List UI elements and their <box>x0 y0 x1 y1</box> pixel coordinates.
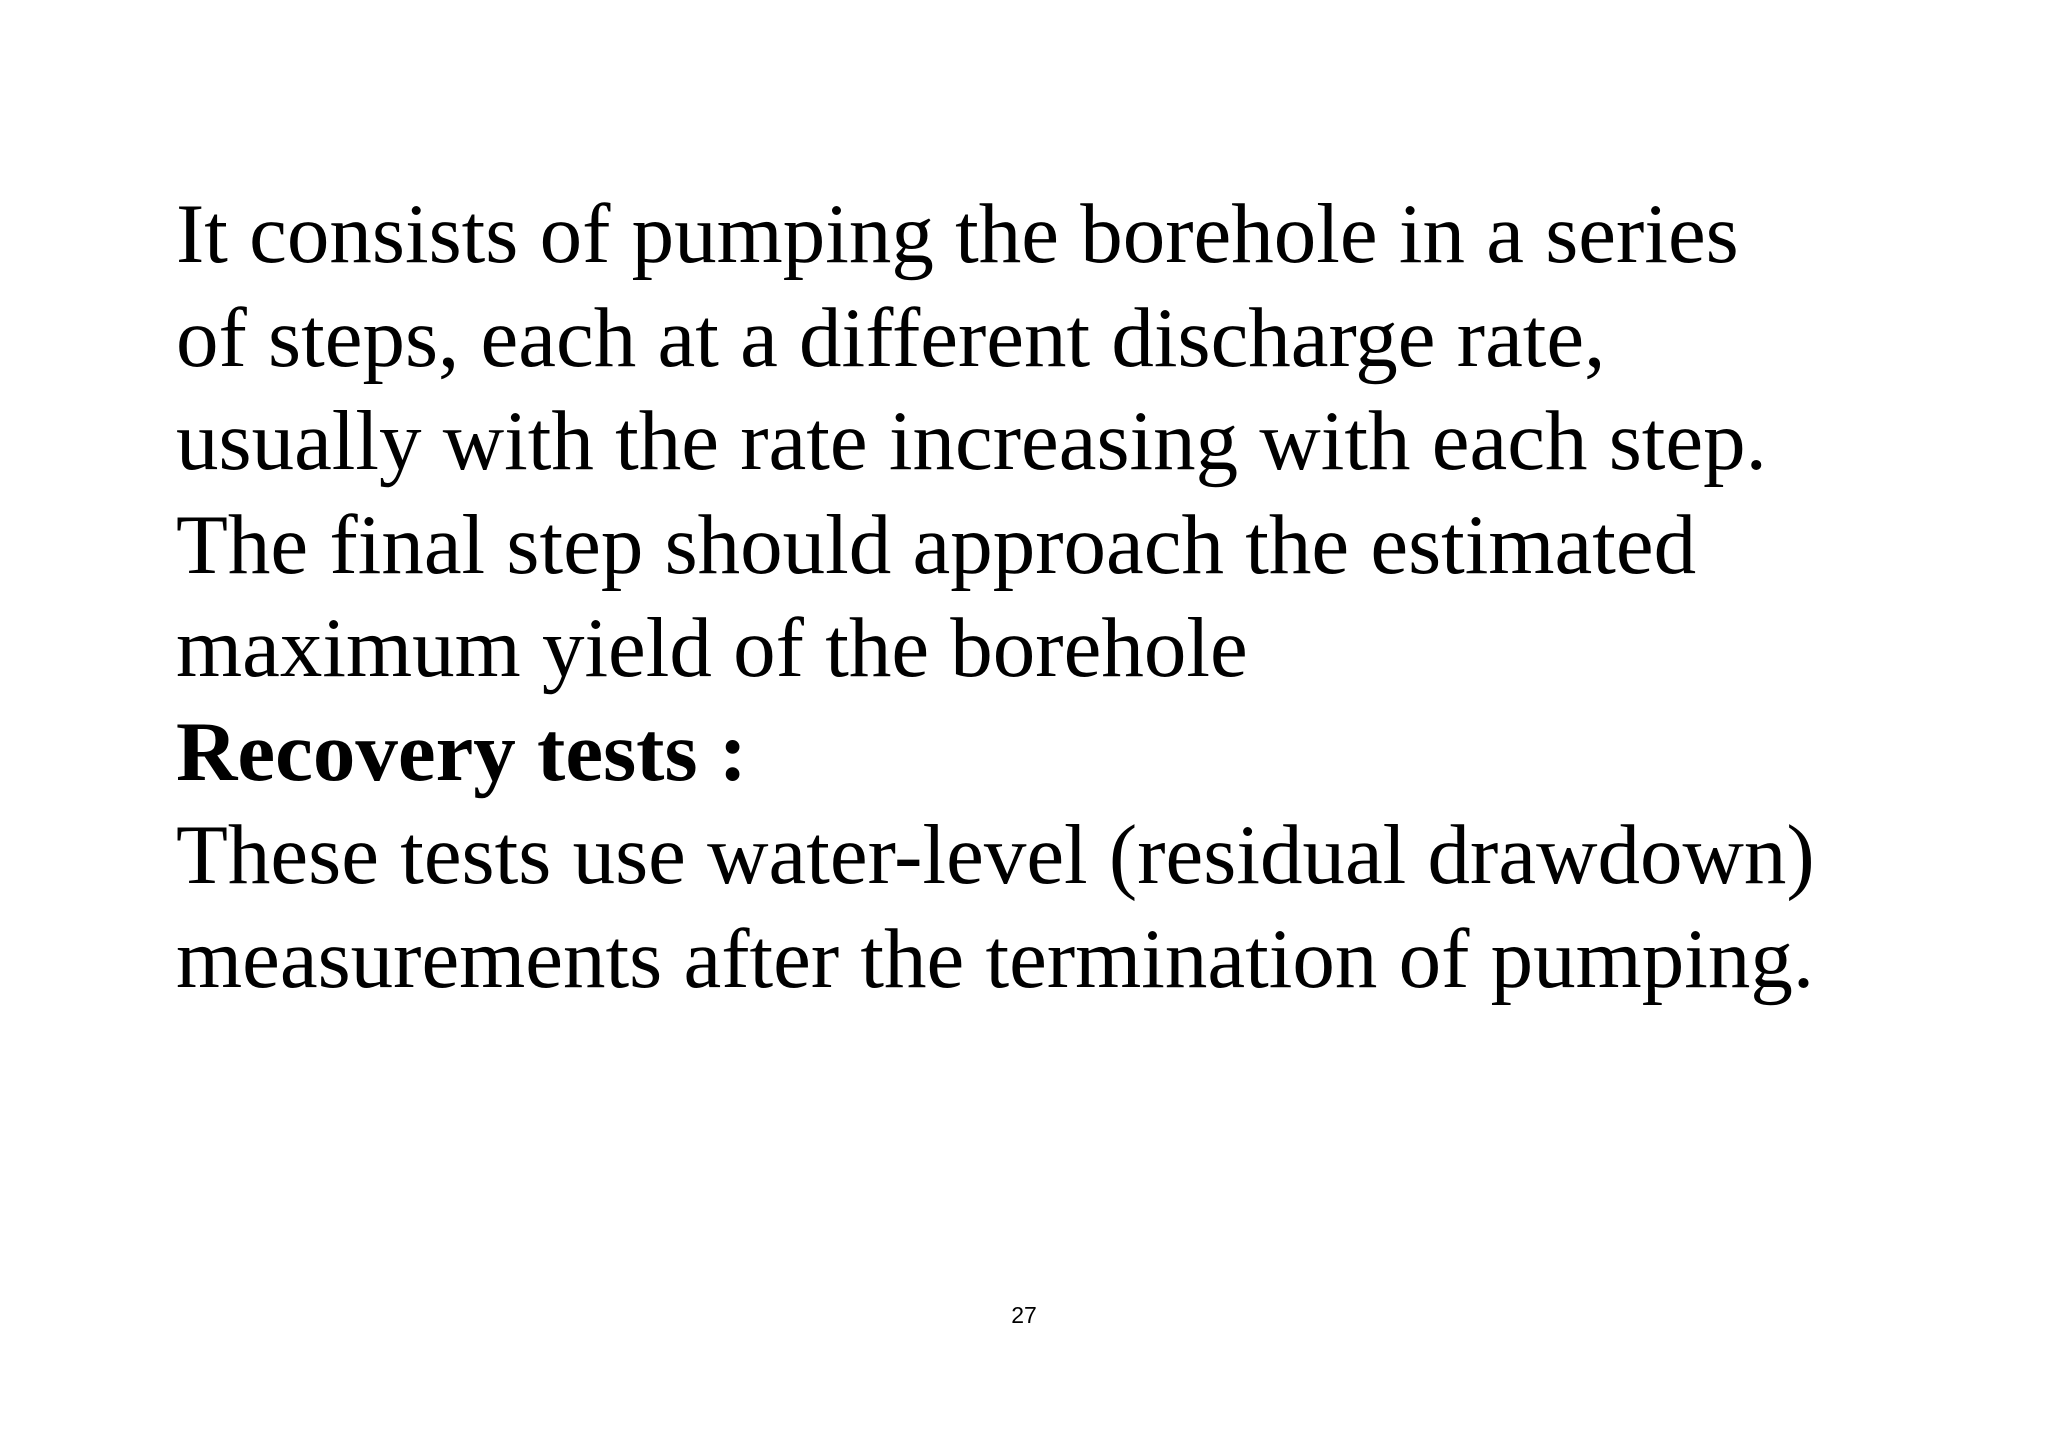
paragraph-line: maximum yield of the borehole <box>176 601 1248 695</box>
section-heading: Recovery tests : <box>176 704 748 799</box>
paragraph-line: of steps, each at a different discharge rate, <box>176 290 1606 385</box>
slide-body <box>176 183 2016 1011</box>
page-number: 27 <box>1011 1302 1037 1328</box>
paragraph-line: It consists of pumping the borehole in a series <box>176 187 1739 281</box>
paragraph-line: The final step should approach the estimated <box>176 497 1697 592</box>
paragraph-line: These tests use water-level (residual drawdown) <box>176 808 1815 902</box>
paragraph-line: measurements after the termination of pumping. <box>176 911 1815 1006</box>
paragraph-line: usually with the rate increasing with each step. <box>176 394 1767 488</box>
